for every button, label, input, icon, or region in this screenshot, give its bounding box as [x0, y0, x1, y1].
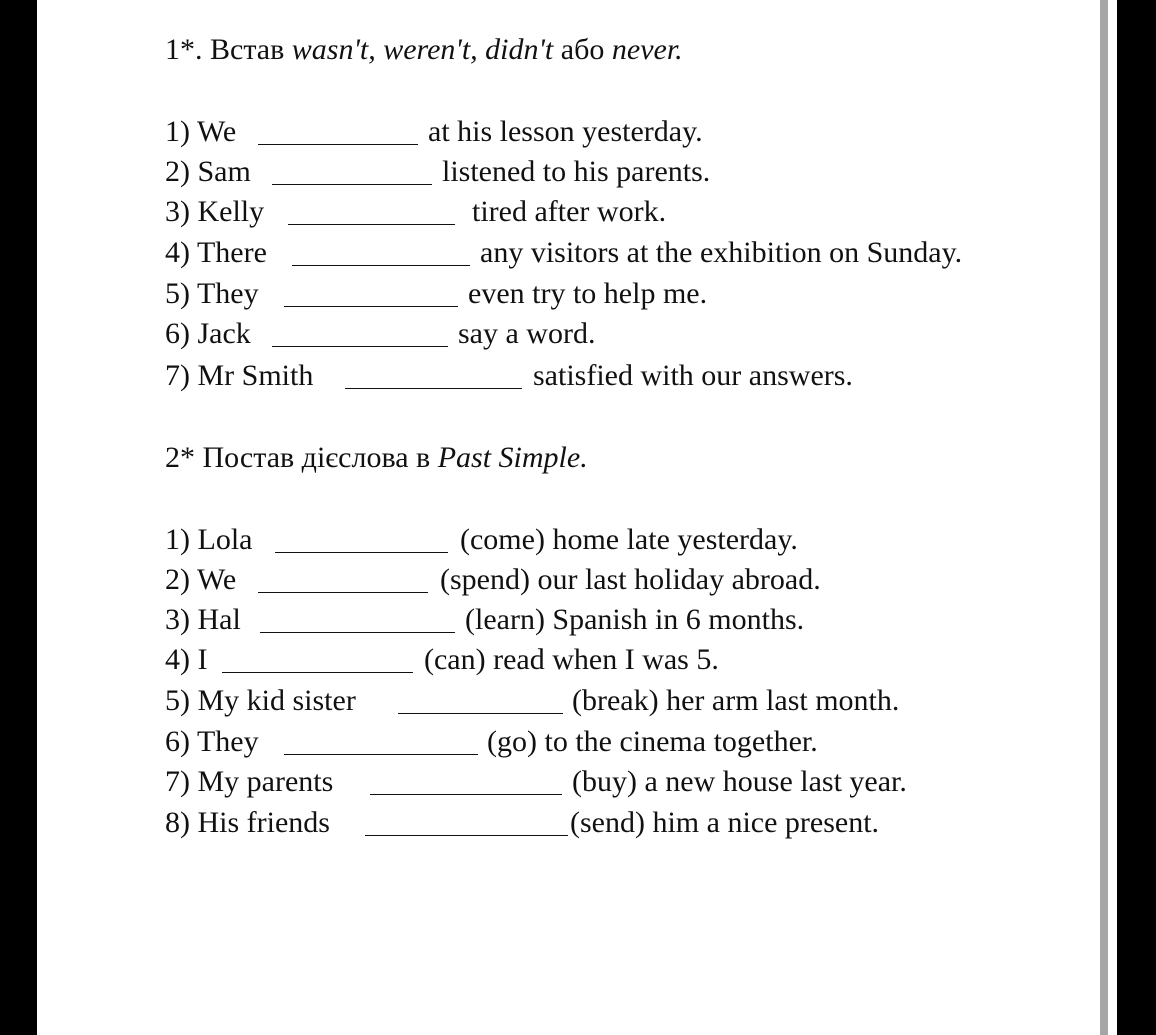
answer-blank[interactable]: [260, 606, 455, 633]
answer-blank[interactable]: [345, 362, 522, 389]
item-suffix: (send) him a nice present.: [570, 806, 880, 839]
item-suffix: say a word.: [458, 317, 596, 350]
item-prefix: 7) My parents: [165, 765, 334, 798]
item-prefix: 4) I: [165, 643, 208, 676]
answer-blank[interactable]: [222, 646, 413, 673]
exercise-item: [165, 358, 1065, 394]
exercise-item: [165, 316, 1065, 352]
exercise-1-title: [165, 32, 683, 68]
item-prefix: 4) There: [165, 236, 267, 269]
item-prefix: 5) My kid sister: [165, 684, 356, 717]
item-suffix: even try to help me.: [468, 277, 708, 310]
exercise-item: [165, 235, 1065, 271]
item-prefix: 2) We: [165, 563, 237, 596]
item-suffix: (can) read when I was 5.: [424, 643, 719, 676]
item-suffix: (come) home late yesterday.: [460, 523, 798, 556]
item-prefix: 2) Sam: [165, 155, 251, 188]
exercise-item: [165, 522, 1065, 558]
exercise-item: [165, 154, 1065, 190]
exercise-item: [165, 276, 1065, 312]
item-suffix: (spend) our last holiday abroad.: [440, 563, 821, 596]
answer-blank[interactable]: [292, 239, 470, 266]
item-suffix: (buy) a new house last year.: [572, 765, 907, 798]
answer-blank[interactable]: [272, 158, 432, 185]
exercise-item: [165, 602, 1065, 638]
title-italic: wasn't, weren't, didn't: [291, 33, 554, 66]
item-suffix: satisfied with our answers.: [533, 359, 853, 392]
answer-blank[interactable]: [370, 768, 562, 795]
item-suffix: any visitors at the exhibition on Sunday.: [480, 236, 963, 269]
exercise-item: [165, 562, 1065, 598]
item-prefix: 3) Hal: [165, 603, 241, 636]
title-text: 1*. Встав: [165, 33, 292, 66]
item-suffix: tired after work.: [472, 195, 667, 228]
answer-blank[interactable]: [258, 118, 418, 145]
page-edge-bar: [1100, 0, 1108, 1035]
answer-blank[interactable]: [284, 728, 478, 755]
title-italic: Past Simple.: [437, 441, 588, 474]
exercise-item: [165, 805, 1065, 841]
exercise-2-title: [165, 440, 588, 476]
item-prefix: 8) His friends: [165, 806, 330, 839]
item-prefix: 5) They: [165, 277, 259, 310]
item-suffix: listened to his parents.: [442, 155, 711, 188]
exercise-item: [165, 683, 1065, 719]
item-suffix: at his lesson yesterday.: [428, 115, 703, 148]
exercise-item: [165, 114, 1065, 150]
item-suffix: (go) to the cinema together.: [487, 725, 818, 758]
exercise-item: [165, 764, 1065, 800]
title-italic: never.: [611, 33, 683, 66]
item-prefix: 7) Mr Smith: [165, 359, 314, 392]
answer-blank[interactable]: [288, 198, 455, 225]
exercise-item: [165, 642, 1065, 678]
answer-blank[interactable]: [258, 566, 428, 593]
item-prefix: 6) Jack: [165, 317, 251, 350]
item-prefix: 3) Kelly: [165, 195, 265, 228]
answer-blank[interactable]: [272, 320, 448, 347]
title-text: або: [553, 33, 612, 66]
answer-blank[interactable]: [275, 526, 448, 553]
item-prefix: 1) We: [165, 115, 237, 148]
item-suffix: (learn) Spanish in 6 months.: [465, 603, 805, 636]
item-prefix: 6) They: [165, 725, 259, 758]
exercise-item: [165, 194, 1065, 230]
item-suffix: (break) her arm last month.: [572, 684, 900, 717]
answer-blank[interactable]: [398, 687, 563, 714]
answer-blank[interactable]: [284, 280, 458, 307]
exercise-item: [165, 724, 1065, 760]
title-text: 2* Постав дієслова в: [165, 441, 438, 474]
answer-blank[interactable]: [365, 809, 568, 836]
item-prefix: 1) Lola: [165, 523, 253, 556]
